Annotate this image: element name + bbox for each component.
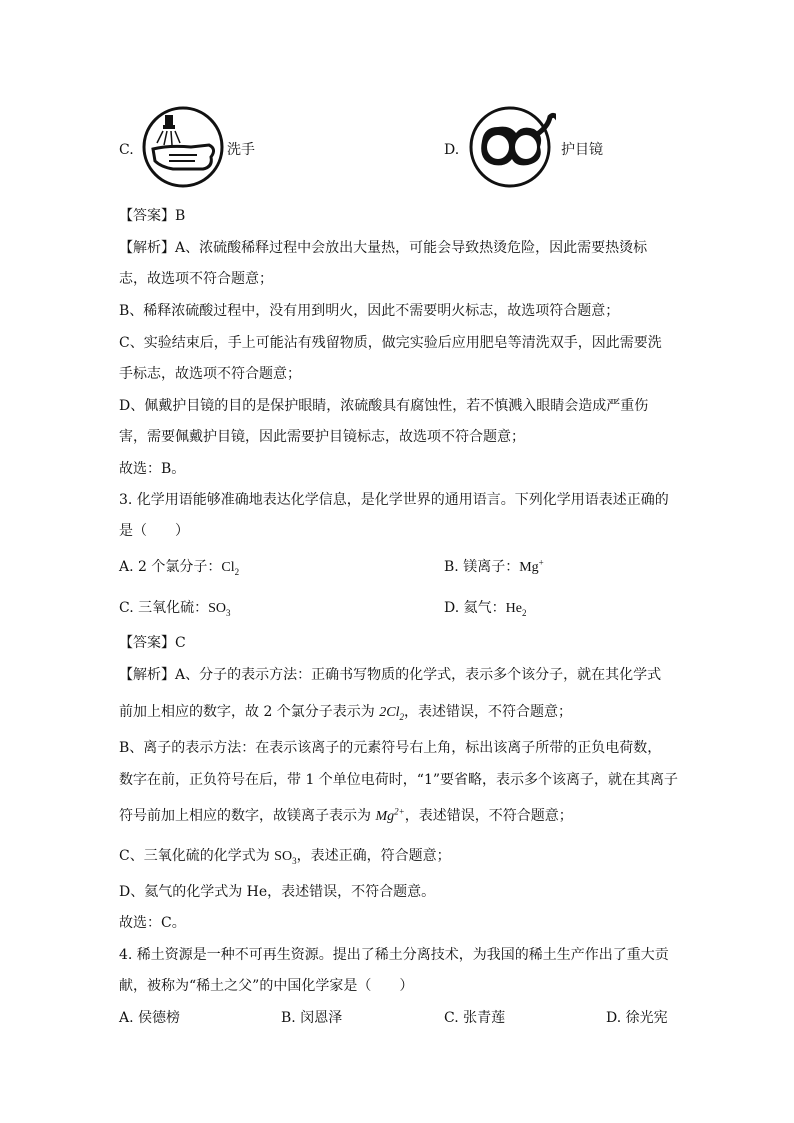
q2-analysis-line: 【解析】A、浓硫酸稀释过程中会放出大量热，可能会导致热烫危险，因此需要热烫标: [119, 240, 648, 256]
option-label: C. 三氧化硫：: [119, 600, 209, 616]
superscript: +: [538, 557, 544, 568]
analysis-text: ，表述错误，不符合题意；: [404, 704, 572, 720]
q2-analysis-line: D、佩戴护目镜的目的是保护眼睛，浓硫酸具有腐蚀性，若不慎溅入眼睛会造成严重伤: [119, 398, 649, 414]
analysis-text: ，表述错误，不符合题意；: [404, 808, 573, 824]
q3-option-d: [444, 598, 526, 619]
analysis-text: ，表述正确，符合题意；: [296, 848, 451, 864]
subscript: 3: [292, 855, 297, 866]
option-label: B. 镁离子：: [444, 559, 520, 575]
q2-analysis-line: B、稀释浓硫酸过程中，没有用到明火，因此不需要明火标志，故选项符合题意；: [119, 303, 620, 319]
q3-analysis-line: 【解析】A、分子的表示方法：正确书写物质的化学式，表示多个该分子，就在其化学式: [119, 667, 662, 683]
subscript: 2: [234, 566, 240, 577]
chem-formula: 2Cl: [379, 705, 400, 720]
option-d-letter: D.: [444, 142, 460, 158]
subscript: 2: [399, 711, 404, 722]
q3-answer: 【答案】C: [119, 635, 186, 651]
q4-option-c: C. 张青莲: [444, 1010, 506, 1026]
chem-formula: SO: [208, 601, 227, 616]
q3-analysis-line: 数字在前，正负符号在后，带 1 个单位电荷时，“1”要省略，表示多个该离子，就在其离子: [119, 772, 679, 788]
safety-goggles-icon: [464, 105, 556, 189]
q2-analysis-line: 手标志，故选项不符合题意；: [119, 366, 301, 382]
chem-formula: SO: [274, 849, 293, 864]
chem-formula: He: [505, 601, 522, 616]
q3-analysis-line: [119, 702, 572, 723]
chem-formula: Mg: [375, 809, 395, 824]
q3-option-a: [119, 557, 239, 578]
subscript: 2: [521, 607, 527, 618]
q2-answer: 【答案】B: [119, 208, 186, 224]
option-c-letter: C.: [119, 142, 134, 158]
q3-analysis-line: B、离子的表示方法：在表示该离子的元素符号右上角，标出该离子所带的正负电荷数，: [119, 740, 662, 756]
superscript: 2+: [394, 806, 405, 817]
q3-choice: 故选：C。: [119, 915, 186, 931]
hand-washing-icon: [139, 105, 227, 189]
q4-stem-line: 4. 稀土资源是一种不可再生资源。提出了稀土分离技术，为我国的稀土生产作出了重大贡: [119, 947, 669, 963]
analysis-text: 符号前加上相应的数字，故镁离子表示为: [119, 808, 376, 824]
option-c-text: 洗手: [227, 142, 255, 158]
option-d-text: 护目镜: [561, 142, 603, 158]
q3-option-c: [119, 598, 231, 619]
chem-formula: Mg: [519, 560, 539, 575]
q2-analysis-line: 志，故选项不符合题意；: [119, 271, 273, 287]
analysis-text: C、三氧化硫的化学式为: [119, 848, 275, 864]
q3-stem-line: 3. 化学用语能够准确地表达化学信息，是化学世界的通用语言。下列化学用语表述正确的: [119, 492, 669, 508]
q3-stem-line: 是（ ）: [119, 523, 189, 539]
q4-option-a: A. 侯德榜: [119, 1010, 181, 1026]
q3-option-b: [444, 557, 544, 578]
q4-stem-line: 献，被称为“稀土之父”的中国化学家是（ ）: [119, 978, 414, 994]
q2-analysis-line: 害，需要佩戴护目镜，因此需要护目镜标志，故选项不符合题意；: [119, 429, 525, 445]
q4-option-b: B. 闵恩泽: [281, 1010, 343, 1026]
q3-analysis-line: D、氦气的化学式为 He，表述错误，不符合题意。: [119, 884, 436, 900]
q3-analysis-line: [119, 846, 451, 867]
chem-formula: Cl: [221, 560, 235, 575]
option-label: D. 氦气：: [444, 600, 506, 616]
q2-choice: 故选：B。: [119, 461, 186, 477]
q3-analysis-line: [119, 806, 573, 827]
option-label: A. 2 个氯分子：: [119, 559, 222, 575]
subscript: 3: [226, 607, 231, 618]
q4-option-d: D. 徐光宪: [606, 1010, 668, 1026]
q2-analysis-line: C、实验结束后，手上可能沾有残留物质，做完实验后应用肥皂等清洗双手，因此需要洗: [119, 335, 662, 351]
analysis-text: 前加上相应的数字，故 2 个氯分子表示为: [119, 704, 380, 720]
